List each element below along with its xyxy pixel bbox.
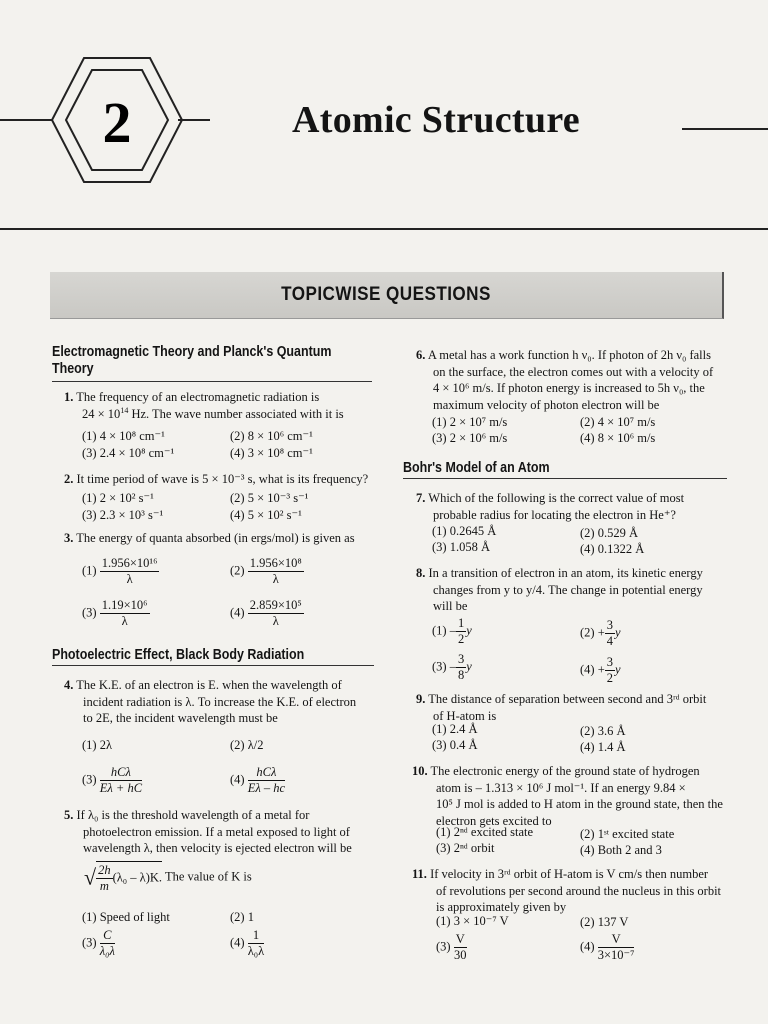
option-label: (4) [230, 935, 245, 950]
option-3[interactable]: (3) 2.3 × 10³ s⁻¹ [82, 508, 164, 522]
option-2[interactable]: (2) 3.6 Å [580, 724, 626, 738]
numerator: hCλ [248, 765, 285, 781]
denominator: Eλ – hc [247, 781, 286, 795]
option-2[interactable]: (2) 4 × 10⁷ m/s [580, 415, 656, 429]
question-number: 1. [64, 390, 74, 404]
section-heading-bohr: Bohr's Model of an Atom [403, 460, 550, 476]
option-label: (3) [82, 605, 97, 620]
numerator: 1 [457, 616, 465, 630]
option-1[interactable]: (1) Speed of light [82, 910, 170, 924]
question-text: will be [433, 599, 468, 614]
option-label: (2) [580, 625, 595, 640]
question-11 [412, 866, 726, 916]
numerator: 1 [248, 928, 264, 944]
denominator: λ₀λ [99, 944, 115, 958]
option-2[interactable]: (2) 1 [230, 910, 254, 924]
denominator: 2 [457, 632, 465, 646]
option-3[interactable] [432, 652, 472, 683]
option-2[interactable]: (2) λ/2 [230, 738, 264, 752]
option-4[interactable] [230, 598, 304, 629]
option-2[interactable]: (2) 8 × 10⁶ cm⁻¹ [230, 429, 313, 443]
section-heading-em-theory-cont: Theory [52, 361, 94, 377]
question-text: on the surface, the electron comes out with a velocity of [433, 364, 714, 379]
option-4[interactable] [580, 932, 634, 963]
question-number: 8. [416, 566, 426, 580]
question-text: Which of the following is the correct value of most [428, 491, 685, 505]
numerator: V [455, 932, 465, 946]
chapter-title: Atomic Structure [292, 99, 580, 141]
option-label: (4) [230, 772, 245, 787]
question-text: The energy of quanta absorbed (in ergs/mol) is given as [76, 531, 355, 545]
option-3[interactable]: (3) 2ⁿᵈ orbit [436, 841, 495, 855]
option-2[interactable]: (2) 0.529 Å [580, 526, 638, 540]
question-text: of H-atom is [433, 708, 497, 723]
denominator: 30 [453, 948, 467, 962]
denominator: 8 [457, 668, 465, 682]
question-text: 24 × 10 [82, 406, 121, 421]
question-number: 3. [64, 531, 74, 545]
option-4[interactable]: (4) 8 × 10⁶ m/s [580, 431, 656, 445]
option-3[interactable]: (3) 1.058 Å [432, 540, 490, 554]
option-label: (1) [82, 563, 97, 578]
numerator: C [100, 928, 115, 944]
question-number: 9. [416, 692, 426, 706]
option-2[interactable]: (2) 137 V [580, 915, 629, 929]
question-2 [64, 471, 384, 488]
question-number: 11. [412, 867, 427, 881]
question-9 [416, 691, 726, 724]
question-text: The electronic energy of the ground state of hydrogen [430, 764, 700, 778]
denominator: λ [126, 572, 133, 586]
header-divider [0, 228, 768, 230]
option-1[interactable]: (1) 3 × 10⁻⁷ V [436, 914, 509, 928]
option-2[interactable]: (2) 1ˢᵗ excited state [580, 827, 675, 841]
option-1[interactable]: (1) 0.2645 Å [432, 524, 497, 538]
question-number: 6. [416, 348, 426, 362]
option-2[interactable] [580, 618, 621, 649]
question-text: If velocity in 3ʳᵈ orbit of H-atom is V cm/s then number [430, 867, 709, 881]
option-1[interactable]: (1) 4 × 10⁸ cm⁻¹ [82, 429, 165, 443]
question-text: is approximately given by [436, 900, 567, 915]
question-text: photoelectron emission. If a metal exposed to light of [83, 824, 350, 839]
variable: y [466, 623, 472, 638]
numerator: 1.956×10⁸ [249, 556, 302, 570]
denominator: 2 [606, 671, 614, 685]
question-text: maximum velocity of photon electron will be [433, 397, 660, 412]
formula-tail: (λ₀ – λ)K. [112, 870, 163, 885]
option-2[interactable]: (2) 5 × 10⁻³ s⁻¹ [230, 491, 309, 505]
numerator: V [598, 932, 635, 948]
option-1[interactable] [82, 556, 159, 587]
variable: y [615, 662, 621, 677]
denominator: 3×10⁻⁷ [597, 948, 635, 962]
topicwise-banner [50, 272, 724, 319]
question-number: 5. [64, 808, 74, 822]
numerator: 1.956×10¹⁶ [101, 556, 158, 570]
numerator: 2.859×10⁵ [249, 598, 302, 612]
option-4[interactable] [230, 928, 264, 959]
question-number: 10. [412, 764, 428, 778]
option-label: (4) [580, 662, 595, 677]
section-rule [52, 665, 374, 666]
question-text: probable radius for locating the electron in He⁺? [433, 507, 676, 522]
option-1[interactable]: (1) 2 × 10² s⁻¹ [82, 491, 154, 505]
denominator: λ [272, 614, 279, 628]
denominator: m [99, 879, 109, 893]
sqrt-symbol: √ [84, 864, 97, 890]
variable: y [466, 659, 472, 674]
denominator: 4 [606, 634, 614, 648]
option-label: (3) [82, 935, 97, 950]
chapter-number: 2 [102, 90, 132, 155]
option-1[interactable]: (1) 2ⁿᵈ excited state [436, 825, 534, 839]
option-3[interactable] [436, 932, 467, 963]
question-text: The distance of separation between second and 3ʳᵈ orbit [428, 692, 707, 706]
numerator: 1.19×10⁶ [101, 598, 148, 612]
denominator: λ₀λ [247, 944, 265, 958]
chapter-number-badge [0, 40, 240, 200]
question-text: A metal has a work function h ν₀. If photon of 2h ν₀ falls [427, 348, 711, 362]
numerator: 3 [606, 618, 614, 632]
question-text: The value of K is [164, 869, 252, 884]
option-1[interactable]: (1) 2λ [82, 738, 113, 752]
question-text: incident radiation is λ. To increase the K.E. of electron [83, 694, 357, 709]
option-1[interactable]: (1) 2 × 10⁷ m/s [432, 415, 508, 429]
question-3 [64, 530, 355, 547]
option-label: (4) [580, 939, 595, 954]
exponent: 14 [120, 405, 129, 415]
section-heading-em-theory: Electromagnetic Theory and Planck's Quantum [52, 344, 332, 360]
option-4[interactable] [230, 765, 285, 796]
title-rule [682, 128, 768, 130]
question-text: 4 × 10⁶ m/s. If photon energy is increased to 5h ν₀, the [433, 381, 705, 396]
question-text: of revolutions per second around the nucleus in this orbit [436, 883, 722, 898]
question-number: 7. [416, 491, 426, 505]
denominator: Eλ + hC [99, 781, 143, 795]
sign: – [449, 623, 456, 638]
option-3[interactable] [82, 765, 142, 796]
banner-title: TOPICWISE QUESTIONS [281, 284, 491, 305]
question-number: 2. [64, 472, 74, 486]
question-8 [416, 565, 726, 615]
section-rule [52, 381, 372, 382]
numerator: 3 [606, 655, 614, 669]
question-text: Hz. The wave number associated with it is [128, 406, 344, 421]
option-2[interactable] [230, 556, 304, 587]
denominator: λ [272, 572, 279, 586]
option-3[interactable] [82, 598, 150, 629]
velocity-formula [84, 861, 252, 894]
question-10 [412, 763, 726, 829]
option-label: (1) [432, 623, 447, 638]
question-text: The frequency of an electromagnetic radiation is [76, 390, 320, 404]
option-4[interactable]: (4) 1.4 Å [580, 740, 626, 754]
numerator: hCλ [100, 765, 142, 781]
question-text: wavelength λ, then velocity is ejected electron will be [83, 841, 352, 856]
option-3[interactable]: (3) 0.4 Å [432, 738, 478, 752]
option-label: (3) [82, 772, 97, 787]
question-7 [416, 490, 726, 523]
question-4 [64, 677, 379, 727]
question-6 [416, 347, 726, 413]
option-label: (2) [230, 563, 245, 578]
section-heading-photoelectric: Photoelectric Effect, Black Body Radiation [52, 647, 305, 663]
numerator: 3 [457, 652, 465, 666]
sign: – [449, 659, 456, 674]
question-1 [64, 389, 374, 422]
option-4[interactable] [580, 655, 621, 686]
denominator: λ [121, 614, 128, 628]
question-text: electron gets excited to [436, 813, 552, 828]
option-3[interactable]: (3) 2 × 10⁶ m/s [432, 431, 508, 445]
sign: + [597, 662, 605, 677]
option-1[interactable]: (1) 2.4 Å [432, 722, 478, 736]
option-label: (4) [230, 605, 245, 620]
option-4[interactable]: (4) 3 × 10⁸ cm⁻¹ [230, 446, 313, 460]
variable: y [615, 625, 621, 640]
option-label: (3) [432, 659, 447, 674]
option-label: (3) [436, 939, 451, 954]
question-text: atom is – 1.313 × 10⁶ J mol⁻¹. If an energy 9.84 × [436, 780, 686, 795]
question-text: changes from y to y/4. The change in potential energy [433, 582, 703, 597]
option-4[interactable]: (4) 5 × 10² s⁻¹ [230, 508, 302, 522]
option-4[interactable]: (4) Both 2 and 3 [580, 843, 662, 857]
question-text: In a transition of electron in an atom, its kinetic energy [428, 566, 703, 580]
numerator: 2h [98, 863, 111, 877]
option-3[interactable] [82, 928, 115, 959]
option-3[interactable]: (3) 2.4 × 10⁸ cm⁻¹ [82, 446, 175, 460]
question-5 [64, 807, 379, 857]
option-4[interactable]: (4) 0.1322 Å [580, 542, 645, 556]
question-text: 10⁵ J mol is added to H atom in the ground state, then the [436, 797, 723, 812]
sign: + [597, 625, 605, 640]
question-text: The K.E. of an electron is E. when the wavelength of [76, 678, 342, 692]
question-text: If λ₀ is the threshold wavelength of a metal for [76, 808, 310, 822]
question-text: It time period of wave is 5 × 10⁻³ s, what is its frequency? [76, 472, 369, 486]
section-rule [403, 478, 727, 479]
question-text: to 2E, the incident wavelength must be [83, 711, 278, 726]
question-number: 4. [64, 678, 74, 692]
option-1[interactable] [432, 616, 472, 647]
